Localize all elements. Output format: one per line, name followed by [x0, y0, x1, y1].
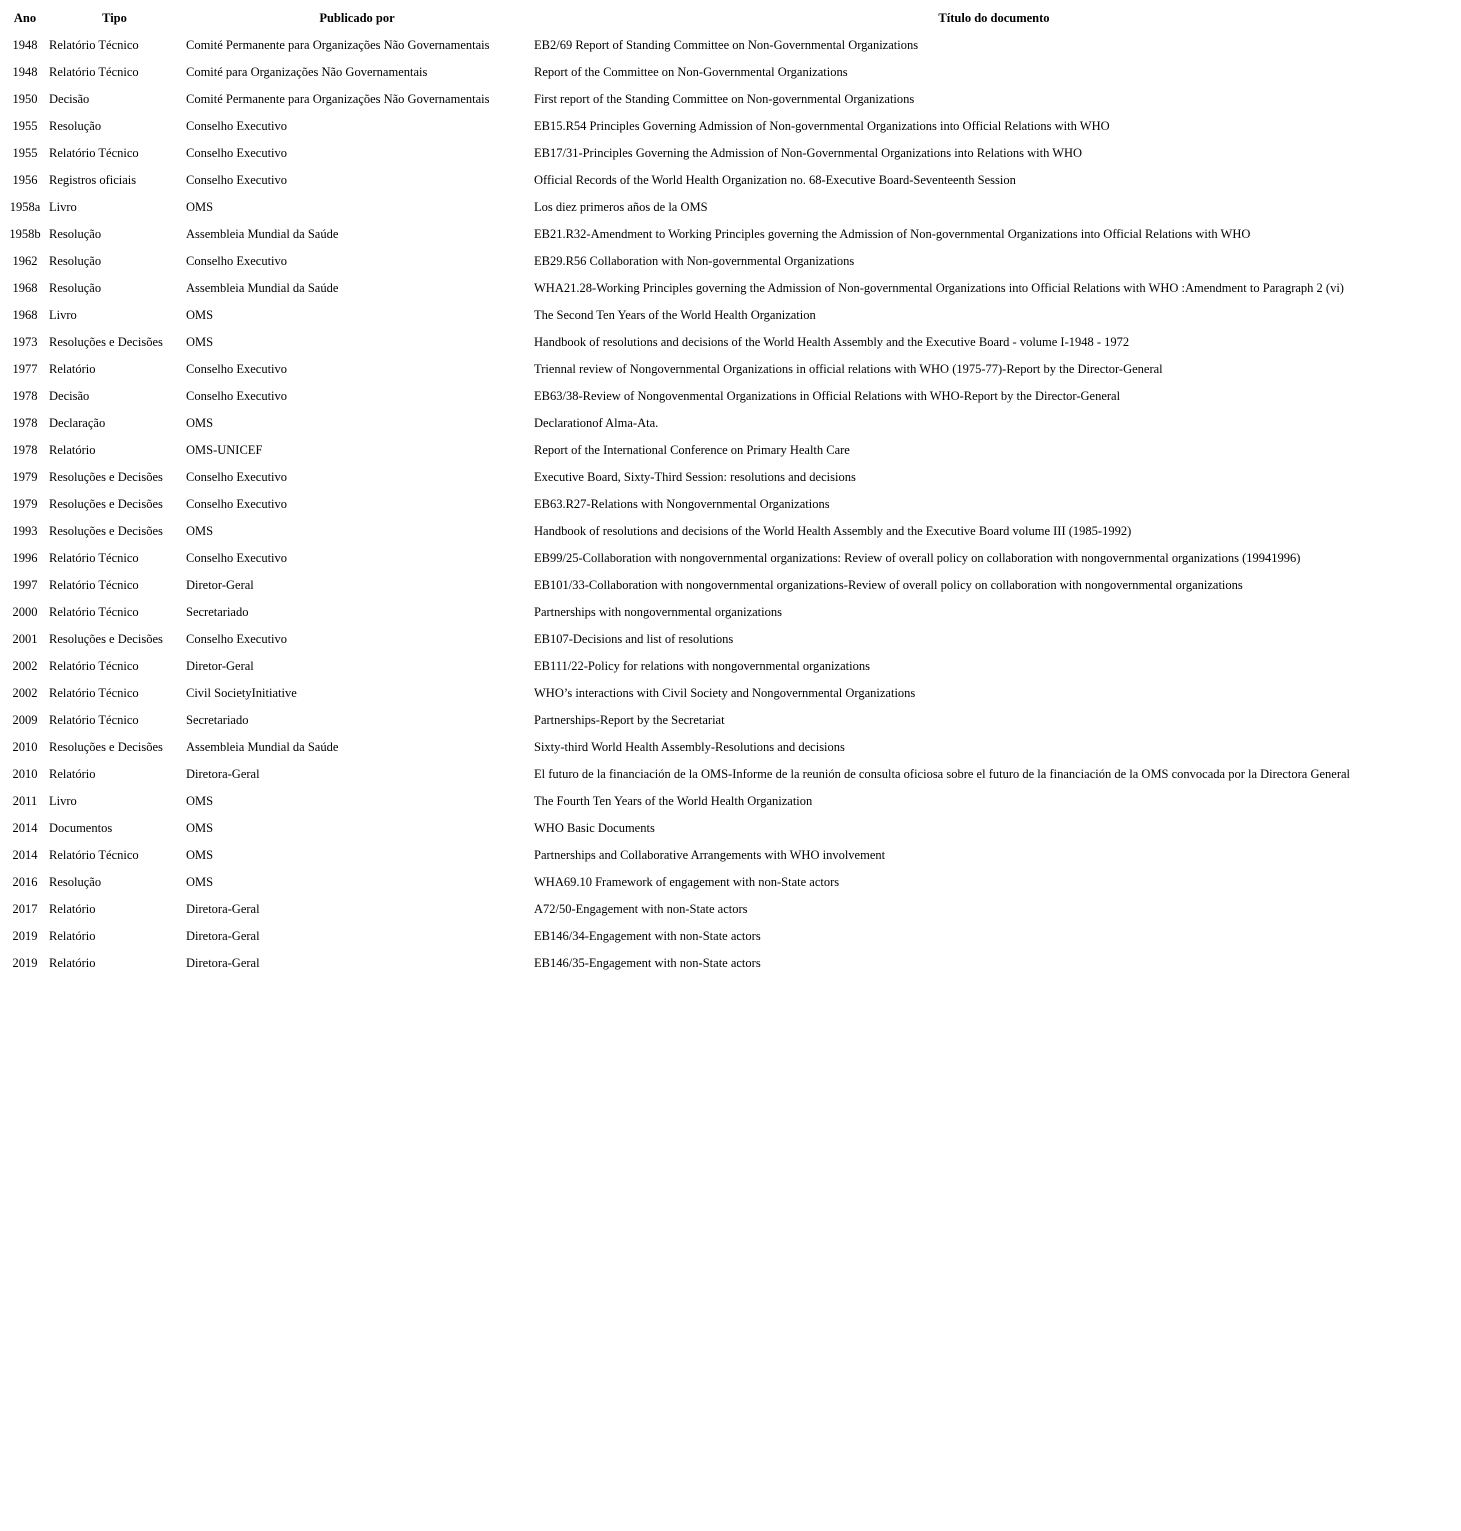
cell-ano: 2002	[12, 659, 38, 673]
cell-titulo: Sixty-third World Health Assembly-Resolutions and decisions	[534, 740, 845, 754]
cell-ano: 1950	[12, 92, 38, 106]
cell-publicado-por: Diretora-Geral	[186, 902, 260, 916]
table-row	[4, 113, 1457, 140]
cell-ano: 1948	[12, 65, 38, 79]
cell-ano: 2019	[12, 929, 38, 943]
cell-publicado-por: Assembleia Mundial da Saúde	[186, 227, 339, 241]
cell-ano: 2000	[12, 605, 38, 619]
cell-titulo: EB111/22-Policy for relations with nongovernmental organizations	[534, 659, 870, 673]
table-row	[4, 140, 1457, 167]
cell-titulo: EB15.R54 Principles Governing Admission of Non-governmental Organizations into Official Relations with WHO	[534, 119, 1110, 133]
cell-titulo: The Second Ten Years of the World Health Organization	[534, 308, 816, 322]
cell-tipo: Resolução	[49, 227, 102, 241]
cell-ano: 1958b	[9, 227, 41, 241]
table-row	[4, 626, 1457, 653]
cell-ano: 2016	[12, 875, 38, 889]
cell-titulo: WHO’s interactions with Civil Society and Nongovernmental Organizations	[534, 686, 916, 700]
cell-tipo: Relatório Técnico	[49, 659, 139, 673]
cell-tipo: Registros oficiais	[49, 173, 137, 187]
cell-tipo: Relatório Técnico	[49, 686, 139, 700]
cell-ano: 1993	[12, 524, 38, 538]
cell-publicado-por: OMS	[186, 821, 214, 835]
cell-publicado-por: Civil SocietyInitiative	[186, 686, 297, 700]
cell-publicado-por: Diretor-Geral	[186, 578, 254, 592]
table-row	[4, 221, 1457, 248]
table-row	[4, 329, 1457, 356]
cell-publicado-por: Diretora-Geral	[186, 956, 260, 970]
table-row	[4, 923, 1457, 950]
cell-titulo: EB146/34-Engagement with non-State actors	[534, 929, 761, 943]
table-row	[4, 653, 1457, 680]
cell-publicado-por: Conselho Executivo	[186, 497, 288, 511]
cell-publicado-por: Diretor-Geral	[186, 659, 254, 673]
cell-tipo: Livro	[49, 200, 77, 214]
cell-ano: 2001	[12, 632, 38, 646]
cell-ano: 1996	[12, 551, 38, 565]
cell-publicado-por: Conselho Executivo	[186, 362, 288, 376]
cell-titulo: EB63.R27-Relations with Nongovernmental Organizations	[534, 497, 830, 511]
table-row	[4, 167, 1457, 194]
cell-tipo: Relatório Técnico	[49, 38, 139, 52]
cell-ano: 1978	[12, 443, 38, 457]
cell-ano: 1979	[12, 470, 38, 484]
cell-ano: 1968	[12, 308, 38, 322]
cell-tipo: Relatório	[49, 956, 96, 970]
cell-titulo: EB101/33-Collaboration with nongovernmental organizations-Review of overall policy on collaboration with nongovernmental organizations	[534, 578, 1243, 592]
table-row	[4, 680, 1457, 707]
cell-publicado-por: Conselho Executivo	[186, 146, 288, 160]
table-row	[4, 599, 1457, 626]
cell-ano: 2014	[12, 821, 38, 835]
cell-titulo: EB29.R56 Collaboration with Non-governmental Organizations	[534, 254, 855, 268]
cell-titulo: Handbook of resolutions and decisions of the World Health Assembly and the Executive Board volume III (1985-1992)	[534, 524, 1132, 538]
cell-titulo: El futuro de la financiación de la OMS-Informe de la reunión de consulta oficiosa sobre el futuro de la financiación de la OMS convocada por la Directora General	[534, 767, 1351, 781]
cell-ano: 1997	[12, 578, 38, 592]
cell-titulo: A72/50-Engagement with non-State actors	[534, 902, 748, 916]
cell-titulo: Handbook of resolutions and decisions of the World Health Assembly and the Executive Board - volume I-1948 - 1972	[534, 335, 1130, 349]
cell-ano: 1978	[12, 389, 38, 403]
cell-ano: 1962	[12, 254, 38, 268]
table-row	[4, 437, 1457, 464]
table-row	[4, 491, 1457, 518]
cell-ano: 1956	[12, 173, 38, 187]
cell-tipo: Relatório Técnico	[49, 605, 139, 619]
cell-tipo: Relatório	[49, 902, 96, 916]
cell-publicado-por: Diretora-Geral	[186, 767, 260, 781]
cell-tipo: Resoluções e Decisões	[49, 632, 163, 646]
cell-titulo: Partnerships with nongovernmental organizations	[534, 605, 782, 619]
cell-tipo: Resoluções e Decisões	[49, 470, 163, 484]
cell-tipo: Decisão	[49, 92, 90, 106]
table-row	[4, 275, 1457, 302]
cell-titulo: WHA21.28-Working Principles governing the Admission of Non-governmental Organizations into Official Relations with WHO :Amendment to Paragraph 2 (vi)	[534, 281, 1344, 295]
header-titulo: Título do documento	[938, 10, 1050, 25]
cell-publicado-por: OMS	[186, 308, 214, 322]
cell-publicado-por: Assembleia Mundial da Saúde	[186, 281, 339, 295]
cell-ano: 1968	[12, 281, 38, 295]
cell-publicado-por: Diretora-Geral	[186, 929, 260, 943]
cell-tipo: Resoluções e Decisões	[49, 497, 163, 511]
cell-tipo: Relatório Técnico	[49, 65, 139, 79]
cell-publicado-por: OMS	[186, 794, 214, 808]
header-row	[4, 4, 1457, 32]
cell-ano: 2009	[12, 713, 38, 727]
cell-publicado-por: Conselho Executivo	[186, 551, 288, 565]
cell-titulo: Declarationof Alma-Ata.	[534, 416, 659, 430]
table-row	[4, 950, 1457, 977]
cell-tipo: Relatório	[49, 767, 96, 781]
cell-tipo: Relatório Técnico	[49, 551, 139, 565]
table-row	[4, 383, 1457, 410]
cell-ano: 1958a	[9, 200, 41, 214]
documents-table	[4, 4, 1457, 977]
table-row	[4, 815, 1457, 842]
cell-ano: 2014	[12, 848, 38, 862]
cell-publicado-por: Comité Permanente para Organizações Não Governamentais	[186, 92, 490, 106]
cell-tipo: Relatório Técnico	[49, 146, 139, 160]
cell-tipo: Relatório Técnico	[49, 578, 139, 592]
cell-publicado-por: OMS	[186, 875, 214, 889]
cell-titulo: EB146/35-Engagement with non-State actors	[534, 956, 761, 970]
cell-publicado-por: Assembleia Mundial da Saúde	[186, 740, 339, 754]
cell-tipo: Resoluções e Decisões	[49, 335, 163, 349]
cell-titulo: Report of the Committee on Non-Governmental Organizations	[534, 65, 848, 79]
cell-ano: 1955	[12, 119, 38, 133]
table-row	[4, 464, 1457, 491]
cell-ano: 1948	[12, 38, 38, 52]
cell-tipo: Livro	[49, 794, 77, 808]
table-row	[4, 59, 1457, 86]
table-row	[4, 869, 1457, 896]
cell-tipo: Resolução	[49, 119, 102, 133]
cell-publicado-por: Conselho Executivo	[186, 173, 288, 187]
cell-titulo: WHO Basic Documents	[534, 821, 655, 835]
cell-titulo: Executive Board, Sixty-Third Session: resolutions and decisions	[534, 470, 856, 484]
table-body	[4, 32, 1457, 977]
cell-tipo: Resoluções e Decisões	[49, 524, 163, 538]
cell-tipo: Relatório	[49, 362, 96, 376]
table-row	[4, 788, 1457, 815]
cell-publicado-por: Conselho Executivo	[186, 632, 288, 646]
table-row	[4, 572, 1457, 599]
cell-publicado-por: Conselho Executivo	[186, 119, 288, 133]
cell-publicado-por: Secretariado	[186, 605, 249, 619]
cell-publicado-por: Conselho Executivo	[186, 470, 288, 484]
table-row	[4, 761, 1457, 788]
cell-tipo: Declaração	[49, 416, 106, 430]
cell-titulo: Los diez primeros años de la OMS	[534, 200, 708, 214]
table-row	[4, 707, 1457, 734]
table-row	[4, 86, 1457, 113]
cell-titulo: Official Records of the World Health Organization no. 68-Executive Board-Seventeenth Session	[534, 173, 1016, 187]
table-row	[4, 842, 1457, 869]
cell-ano: 1977	[12, 362, 38, 376]
cell-titulo: EB21.R32-Amendment to Working Principles governing the Admission of Non-governmental Organizations into Official Relations with WHO	[534, 227, 1251, 241]
cell-titulo: EB63/38-Review of Nongovenmental Organizations in Official Relations with WHO-Report by the Director-General	[534, 389, 1121, 403]
header-tipo: Tipo	[102, 10, 127, 25]
cell-ano: 2019	[12, 956, 38, 970]
cell-ano: 1973	[12, 335, 38, 349]
cell-titulo: Report of the International Conference on Primary Health Care	[534, 443, 850, 457]
cell-publicado-por: OMS	[186, 848, 214, 862]
cell-publicado-por: Comité para Organizações Não Governamentais	[186, 65, 428, 79]
cell-publicado-por: OMS	[186, 335, 214, 349]
cell-ano: 1979	[12, 497, 38, 511]
cell-titulo: Partnerships and Collaborative Arrangements with WHO involvement	[534, 848, 886, 862]
cell-publicado-por: Secretariado	[186, 713, 249, 727]
table-row	[4, 518, 1457, 545]
table-row	[4, 545, 1457, 572]
cell-tipo: Resoluções e Decisões	[49, 740, 163, 754]
cell-titulo: The Fourth Ten Years of the World Health Organization	[534, 794, 813, 808]
cell-publicado-por: OMS	[186, 200, 214, 214]
cell-tipo: Relatório	[49, 929, 96, 943]
table-row	[4, 356, 1457, 383]
cell-publicado-por: Conselho Executivo	[186, 389, 288, 403]
table-row	[4, 302, 1457, 329]
cell-tipo: Relatório Técnico	[49, 713, 139, 727]
table-row	[4, 410, 1457, 437]
cell-ano: 2017	[12, 902, 38, 916]
cell-titulo: First report of the Standing Committee on Non-governmental Organizations	[534, 92, 915, 106]
cell-titulo: EB107-Decisions and list of resolutions	[534, 632, 734, 646]
cell-publicado-por: Conselho Executivo	[186, 254, 288, 268]
header-ano: Ano	[13, 10, 37, 25]
table-header	[4, 4, 1457, 32]
cell-ano: 1978	[12, 416, 38, 430]
cell-tipo: Documentos	[49, 821, 113, 835]
table-row	[4, 194, 1457, 221]
cell-ano: 2002	[12, 686, 38, 700]
cell-titulo: WHA69.10 Framework of engagement with non-State actors	[534, 875, 840, 889]
cell-ano: 2011	[12, 794, 38, 808]
cell-publicado-por: Comité Permanente para Organizações Não Governamentais	[186, 38, 490, 52]
cell-ano: 2010	[12, 767, 38, 781]
header-publicado-por: Publicado por	[319, 10, 395, 25]
cell-tipo: Resolução	[49, 875, 102, 889]
cell-tipo: Decisão	[49, 389, 90, 403]
cell-tipo: Relatório	[49, 443, 96, 457]
cell-titulo: EB17/31-Principles Governing the Admission of Non-Governmental Organizations into Relations with WHO	[534, 146, 1083, 160]
table-row	[4, 734, 1457, 761]
table-row	[4, 248, 1457, 275]
cell-ano: 2010	[12, 740, 38, 754]
cell-publicado-por: OMS-UNICEF	[186, 443, 263, 457]
table-row	[4, 896, 1457, 923]
cell-tipo: Livro	[49, 308, 77, 322]
cell-publicado-por: OMS	[186, 416, 214, 430]
cell-ano: 1955	[12, 146, 38, 160]
cell-titulo: Triennal review of Nongovernmental Organizations in official relations with WHO (1975-77)-Report by the Director-General	[534, 362, 1163, 376]
cell-titulo: Partnerships-Report by the Secretariat	[534, 713, 725, 727]
cell-tipo: Resolução	[49, 281, 102, 295]
table-row	[4, 32, 1457, 59]
cell-titulo: EB2/69 Report of Standing Committee on Non-Governmental Organizations	[534, 38, 919, 52]
cell-tipo: Resolução	[49, 254, 102, 268]
cell-titulo: EB99/25-Collaboration with nongovernmental organizations: Review of overall policy on collaboration with nongovernmental organizations (19941996)	[534, 551, 1301, 565]
cell-publicado-por: OMS	[186, 524, 214, 538]
cell-tipo: Relatório Técnico	[49, 848, 139, 862]
